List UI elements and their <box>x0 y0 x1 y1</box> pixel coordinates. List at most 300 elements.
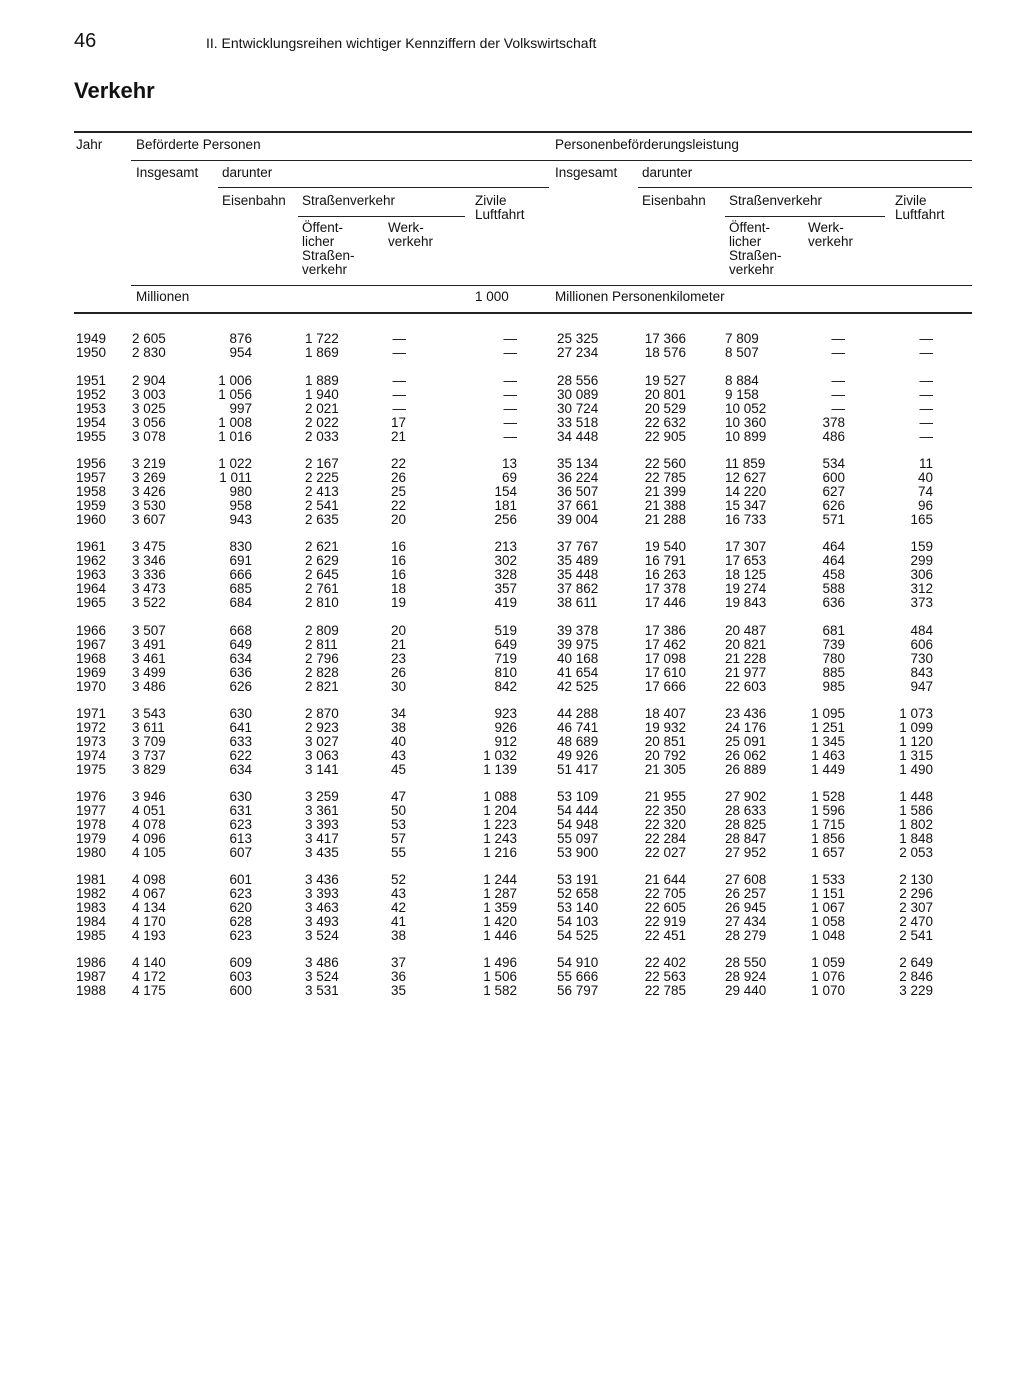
cell-befoerderte-oeffentlich: 2 022 <box>305 414 339 430</box>
cell-befoerderte-werkverkehr: 19 <box>390 594 406 610</box>
cell-befoerderte-eisenbahn: 1 006 <box>218 373 252 388</box>
row-group <box>0 332 1024 360</box>
cell-befoerderte-werkverkehr: 43 <box>390 747 406 763</box>
cell-befoerderte-eisenbahn: 954 <box>229 344 252 360</box>
row-group <box>0 707 1024 776</box>
cell-pkm-insgesamt: 53 109 <box>557 789 599 804</box>
cell-befoerderte-oeffentlich: 3 063 <box>305 747 339 763</box>
cell-pkm-luftfahrt: 2 296 <box>899 885 933 901</box>
cell-pkm-eisenbahn: 22 320 <box>644 816 686 832</box>
cell-pkm-eisenbahn: 22 605 <box>644 899 686 915</box>
table-row <box>0 901 1024 915</box>
cell-befoerderte-insgesamt: 2 605 <box>132 331 166 346</box>
table-row <box>0 499 1024 513</box>
table-row <box>0 638 1024 652</box>
cell-befoerderte-oeffentlich: 2 021 <box>305 400 339 416</box>
row-group <box>0 457 1024 526</box>
cell-pkm-insgesamt: 48 689 <box>557 733 599 749</box>
cell-pkm-eisenbahn: 19 527 <box>644 373 686 388</box>
cell-pkm-insgesamt: 38 611 <box>557 594 598 610</box>
cell-pkm-eisenbahn: 18 407 <box>644 706 686 721</box>
table-row <box>0 763 1024 777</box>
cell-jahr: 1964 <box>76 580 107 596</box>
cell-pkm-werkverkehr: 486 <box>822 428 845 444</box>
cell-pkm-insgesamt: 44 288 <box>557 706 599 721</box>
row-group <box>0 540 1024 609</box>
row-group <box>0 873 1024 942</box>
cell-befoerderte-werkverkehr: 35 <box>390 982 406 998</box>
table-row <box>0 485 1024 499</box>
table-row <box>0 818 1024 832</box>
cell-befoerderte-eisenbahn: 623 <box>229 885 252 901</box>
cell-befoerderte-insgesamt: 3 475 <box>132 539 166 554</box>
cell-befoerderte-insgesamt: 3 336 <box>132 566 166 582</box>
cell-befoerderte-luftfahrt: 1 506 <box>483 968 517 984</box>
cell-befoerderte-werkverkehr: — <box>392 373 406 388</box>
cell-befoerderte-insgesamt: 4 140 <box>132 955 166 970</box>
cell-befoerderte-insgesamt: 3 507 <box>132 623 166 638</box>
cell-pkm-oeffentlich: 28 633 <box>725 802 767 818</box>
cell-pkm-oeffentlich: 26 062 <box>725 747 767 763</box>
table-row <box>0 540 1024 554</box>
cell-pkm-werkverkehr: 1 251 <box>811 719 845 735</box>
header-strassenverkehr-persons: Straßenverkehr <box>302 193 396 208</box>
cell-befoerderte-oeffentlich: 1 722 <box>305 331 339 346</box>
cell-befoerderte-luftfahrt: 1 223 <box>483 816 517 832</box>
cell-befoerderte-insgesamt: 3 346 <box>132 552 166 568</box>
cell-jahr: 1976 <box>76 789 107 804</box>
table-row <box>0 804 1024 818</box>
cell-befoerderte-oeffentlich: 2 621 <box>305 539 339 554</box>
cell-befoerderte-luftfahrt: 328 <box>494 566 517 582</box>
cell-pkm-insgesamt: 54 948 <box>557 816 599 832</box>
table-row <box>0 929 1024 943</box>
cell-pkm-eisenbahn: 22 560 <box>644 456 686 471</box>
cell-befoerderte-oeffentlich: 2 811 <box>305 636 338 652</box>
cell-pkm-luftfahrt: 606 <box>910 636 933 652</box>
cell-befoerderte-werkverkehr: 57 <box>390 830 406 846</box>
cell-befoerderte-insgesamt: 4 170 <box>132 913 166 929</box>
cell-befoerderte-werkverkehr: 16 <box>390 552 406 568</box>
cell-jahr: 1973 <box>76 733 107 749</box>
cell-befoerderte-insgesamt: 3 607 <box>132 511 166 527</box>
cell-pkm-oeffentlich: 15 347 <box>725 497 767 513</box>
cell-pkm-werkverkehr: 1 596 <box>811 802 845 818</box>
table-row <box>0 332 1024 346</box>
table-row <box>0 596 1024 610</box>
cell-befoerderte-insgesamt: 3 461 <box>132 650 166 666</box>
cell-befoerderte-werkverkehr: 16 <box>390 539 406 554</box>
table-row <box>0 582 1024 596</box>
cell-jahr: 1958 <box>76 483 107 499</box>
cell-pkm-insgesamt: 39 004 <box>557 511 599 527</box>
cell-jahr: 1968 <box>76 650 107 666</box>
cell-pkm-oeffentlich: 18 125 <box>725 566 767 582</box>
cell-jahr: 1966 <box>76 623 107 638</box>
cell-befoerderte-werkverkehr: 50 <box>390 802 406 818</box>
cell-pkm-werkverkehr: 1 528 <box>811 789 845 804</box>
cell-jahr: 1967 <box>76 636 107 652</box>
cell-pkm-oeffentlich: 27 902 <box>725 789 767 804</box>
cell-befoerderte-oeffentlich: 2 635 <box>305 511 339 527</box>
table-row <box>0 346 1024 360</box>
cell-befoerderte-oeffentlich: 3 417 <box>305 830 339 846</box>
cell-pkm-insgesamt: 37 862 <box>557 580 599 596</box>
cell-pkm-eisenbahn: 17 378 <box>644 580 686 596</box>
cell-pkm-eisenbahn: 21 288 <box>644 511 686 527</box>
cell-befoerderte-werkverkehr: 45 <box>390 761 406 777</box>
cell-pkm-eisenbahn: 16 791 <box>644 552 686 568</box>
cell-befoerderte-oeffentlich: 3 361 <box>305 802 339 818</box>
header-strassenverkehr-pkm: Straßenverkehr <box>729 193 823 208</box>
cell-befoerderte-luftfahrt: 357 <box>494 580 517 596</box>
cell-pkm-werkverkehr: 1 059 <box>811 955 845 970</box>
cell-jahr: 1978 <box>76 816 107 832</box>
cell-jahr: 1981 <box>76 872 107 887</box>
cell-pkm-luftfahrt: 2 130 <box>899 872 933 887</box>
cell-pkm-eisenbahn: 19 540 <box>644 539 686 554</box>
cell-pkm-luftfahrt: 312 <box>910 580 933 596</box>
header-jahr: Jahr <box>76 137 103 152</box>
cell-befoerderte-insgesamt: 4 134 <box>132 899 166 915</box>
cell-pkm-luftfahrt: 1 802 <box>899 816 933 832</box>
cell-jahr: 1950 <box>76 344 107 360</box>
cell-befoerderte-oeffentlich: 1 940 <box>305 386 339 402</box>
cell-befoerderte-eisenbahn: 630 <box>229 789 252 804</box>
cell-befoerderte-werkverkehr: 34 <box>390 706 406 721</box>
cell-befoerderte-eisenbahn: 666 <box>229 566 252 582</box>
cell-befoerderte-eisenbahn: 603 <box>229 968 252 984</box>
table-row <box>0 873 1024 887</box>
cell-jahr: 1970 <box>76 678 107 694</box>
cell-befoerderte-eisenbahn: 601 <box>229 872 252 887</box>
cell-befoerderte-luftfahrt: — <box>503 400 517 416</box>
cell-jahr: 1971 <box>76 706 107 721</box>
cell-pkm-luftfahrt: 1 490 <box>899 761 933 777</box>
cell-jahr: 1974 <box>76 747 107 763</box>
cell-befoerderte-insgesamt: 2 904 <box>132 373 166 388</box>
cell-pkm-insgesamt: 36 507 <box>557 483 599 499</box>
cell-befoerderte-oeffentlich: 3 463 <box>305 899 339 915</box>
cell-jahr: 1954 <box>76 414 107 430</box>
cell-pkm-luftfahrt: 96 <box>917 497 933 513</box>
cell-pkm-oeffentlich: 22 603 <box>725 678 767 694</box>
cell-befoerderte-insgesamt: 3 946 <box>132 789 166 804</box>
cell-jahr: 1960 <box>76 511 107 527</box>
cell-pkm-insgesamt: 35 448 <box>557 566 599 582</box>
cell-pkm-insgesamt: 46 741 <box>557 719 599 735</box>
cell-befoerderte-eisenbahn: 943 <box>229 511 252 527</box>
cell-befoerderte-werkverkehr: 26 <box>390 469 406 485</box>
cell-befoerderte-werkverkehr: — <box>392 331 406 346</box>
cell-jahr: 1951 <box>76 373 107 388</box>
cell-befoerderte-insgesamt: 4 193 <box>132 927 166 943</box>
cell-pkm-insgesamt: 53 140 <box>557 899 599 915</box>
table-row <box>0 374 1024 388</box>
cell-befoerderte-insgesamt: 4 172 <box>132 968 166 984</box>
cell-befoerderte-oeffentlich: 2 629 <box>305 552 339 568</box>
cell-pkm-luftfahrt: — <box>919 386 933 402</box>
cell-pkm-luftfahrt: 2 307 <box>899 899 933 915</box>
cell-pkm-insgesamt: 55 097 <box>557 830 599 846</box>
cell-pkm-eisenbahn: 17 666 <box>644 678 686 694</box>
cell-pkm-werkverkehr: 626 <box>822 497 845 513</box>
cell-befoerderte-werkverkehr: — <box>392 344 406 360</box>
cell-pkm-oeffentlich: 19 274 <box>725 580 767 596</box>
cell-pkm-oeffentlich: 21 977 <box>725 664 767 680</box>
cell-pkm-insgesamt: 36 224 <box>557 469 599 485</box>
cell-befoerderte-werkverkehr: 25 <box>390 483 406 499</box>
cell-pkm-werkverkehr: — <box>831 373 845 388</box>
header-zivile-luftfahrt-pkm: Zivile Luftfahrt <box>895 193 945 222</box>
row-group <box>0 624 1024 693</box>
cell-pkm-oeffentlich: 8 884 <box>725 373 759 388</box>
header-insgesamt-persons: Insgesamt <box>136 165 199 180</box>
cell-pkm-eisenbahn: 17 386 <box>644 623 686 638</box>
cell-befoerderte-insgesamt: 4 096 <box>132 830 166 846</box>
cell-befoerderte-luftfahrt: 926 <box>494 719 517 735</box>
cell-pkm-insgesamt: 42 525 <box>557 678 599 694</box>
cell-pkm-oeffentlich: 27 608 <box>725 872 767 887</box>
cell-befoerderte-luftfahrt: 1 446 <box>483 927 517 943</box>
table-row <box>0 513 1024 527</box>
cell-befoerderte-insgesamt: 2 830 <box>132 344 166 360</box>
cell-pkm-insgesamt: 41 654 <box>557 664 599 680</box>
cell-pkm-werkverkehr: 627 <box>822 483 845 499</box>
cell-befoerderte-eisenbahn: 668 <box>229 623 252 638</box>
cell-befoerderte-werkverkehr: 47 <box>390 789 406 804</box>
cell-befoerderte-luftfahrt: 256 <box>494 511 517 527</box>
cell-befoerderte-eisenbahn: 633 <box>229 733 252 749</box>
cell-pkm-oeffentlich: 17 307 <box>725 539 767 554</box>
cell-befoerderte-insgesamt: 3 543 <box>132 706 166 721</box>
header-rule-4 <box>131 285 972 286</box>
cell-befoerderte-insgesamt: 3 530 <box>132 497 166 513</box>
cell-befoerderte-luftfahrt: 69 <box>501 469 517 485</box>
cell-jahr: 1987 <box>76 968 107 984</box>
cell-befoerderte-insgesamt: 3 003 <box>132 386 166 402</box>
cell-befoerderte-insgesamt: 3 499 <box>132 664 166 680</box>
cell-befoerderte-luftfahrt: — <box>503 331 517 346</box>
cell-befoerderte-luftfahrt: 810 <box>494 664 517 680</box>
cell-befoerderte-werkverkehr: 30 <box>390 678 406 694</box>
table-row <box>0 984 1024 998</box>
cell-pkm-insgesamt: 39 975 <box>557 636 599 652</box>
cell-befoerderte-oeffentlich: 3 141 <box>305 761 339 777</box>
cell-pkm-werkverkehr: 464 <box>822 539 845 554</box>
cell-befoerderte-insgesamt: 4 051 <box>132 802 166 818</box>
cell-pkm-eisenbahn: 22 350 <box>644 802 686 818</box>
cell-befoerderte-insgesamt: 3 522 <box>132 594 166 610</box>
cell-pkm-insgesamt: 30 089 <box>557 386 599 402</box>
cell-befoerderte-werkverkehr: 43 <box>390 885 406 901</box>
cell-befoerderte-oeffentlich: 2 541 <box>305 497 339 513</box>
cell-pkm-oeffentlich: 26 889 <box>725 761 767 777</box>
cell-befoerderte-eisenbahn: 623 <box>229 927 252 943</box>
cell-pkm-oeffentlich: 24 176 <box>725 719 767 735</box>
cell-befoerderte-eisenbahn: 634 <box>229 650 252 666</box>
header-darunter-persons: darunter <box>222 165 273 180</box>
cell-pkm-eisenbahn: 20 851 <box>644 733 686 749</box>
table-row <box>0 915 1024 929</box>
cell-pkm-werkverkehr: — <box>831 386 845 402</box>
cell-befoerderte-insgesamt: 3 269 <box>132 469 166 485</box>
cell-befoerderte-eisenbahn: 1 022 <box>218 456 252 471</box>
table-top-rule <box>74 131 972 133</box>
cell-befoerderte-luftfahrt: 213 <box>494 539 517 554</box>
cell-jahr: 1961 <box>76 539 107 554</box>
cell-pkm-eisenbahn: 22 563 <box>644 968 686 984</box>
table-row <box>0 721 1024 735</box>
cell-befoerderte-luftfahrt: 1 244 <box>483 872 517 887</box>
table-row <box>0 624 1024 638</box>
cell-befoerderte-oeffentlich: 2 870 <box>305 706 339 721</box>
cell-jahr: 1965 <box>76 594 107 610</box>
cell-pkm-luftfahrt: 40 <box>917 469 933 485</box>
table-row <box>0 846 1024 860</box>
cell-pkm-insgesamt: 54 444 <box>557 802 599 818</box>
cell-pkm-werkverkehr: 1 067 <box>811 899 845 915</box>
cell-befoerderte-eisenbahn: 685 <box>229 580 252 596</box>
cell-pkm-eisenbahn: 20 529 <box>644 400 686 416</box>
cell-befoerderte-insgesamt: 3 056 <box>132 414 166 430</box>
table-row <box>0 749 1024 763</box>
cell-befoerderte-luftfahrt: 1 582 <box>483 982 517 998</box>
cell-pkm-eisenbahn: 21 955 <box>644 789 686 804</box>
cell-pkm-werkverkehr: 464 <box>822 552 845 568</box>
cell-jahr: 1955 <box>76 428 107 444</box>
cell-pkm-luftfahrt: 1 448 <box>899 789 933 804</box>
cell-pkm-werkverkehr: 1 151 <box>811 885 845 901</box>
cell-befoerderte-luftfahrt: 719 <box>494 650 517 666</box>
cell-befoerderte-insgesamt: 4 098 <box>132 872 166 887</box>
cell-pkm-eisenbahn: 17 462 <box>644 636 686 652</box>
cell-pkm-werkverkehr: 458 <box>822 566 845 582</box>
cell-befoerderte-luftfahrt: 419 <box>494 594 517 610</box>
cell-befoerderte-oeffentlich: 2 033 <box>305 428 339 444</box>
header-rule-3-right <box>725 216 885 217</box>
cell-jahr: 1957 <box>76 469 107 485</box>
header-personenbefoerderungsleistung: Personenbeförderungsleistung <box>555 137 739 152</box>
table-row <box>0 471 1024 485</box>
cell-jahr: 1985 <box>76 927 107 943</box>
cell-pkm-luftfahrt: 165 <box>910 511 933 527</box>
cell-pkm-oeffentlich: 28 924 <box>725 968 767 984</box>
table-row <box>0 388 1024 402</box>
cell-befoerderte-luftfahrt: 1 216 <box>483 844 517 860</box>
cell-befoerderte-werkverkehr: 20 <box>390 623 406 638</box>
row-group <box>0 790 1024 859</box>
table-row <box>0 666 1024 680</box>
cell-pkm-werkverkehr: 1 657 <box>811 844 845 860</box>
cell-befoerderte-insgesamt: 4 078 <box>132 816 166 832</box>
cell-pkm-insgesamt: 54 910 <box>557 955 599 970</box>
cell-pkm-eisenbahn: 20 792 <box>644 747 686 763</box>
cell-pkm-eisenbahn: 22 027 <box>644 844 686 860</box>
cell-pkm-luftfahrt: 2 053 <box>899 844 933 860</box>
cell-pkm-werkverkehr: 1 076 <box>811 968 845 984</box>
cell-befoerderte-werkverkehr: 23 <box>390 650 406 666</box>
cell-pkm-oeffentlich: 14 220 <box>725 483 767 499</box>
cell-befoerderte-eisenbahn: 613 <box>229 830 252 846</box>
cell-befoerderte-oeffentlich: 3 493 <box>305 913 339 929</box>
cell-pkm-werkverkehr: 378 <box>822 414 845 430</box>
cell-befoerderte-luftfahrt: 912 <box>494 733 517 749</box>
cell-pkm-eisenbahn: 19 932 <box>644 719 686 735</box>
cell-befoerderte-luftfahrt: 13 <box>501 456 517 471</box>
cell-pkm-werkverkehr: — <box>831 344 845 360</box>
cell-pkm-insgesamt: 35 489 <box>557 552 599 568</box>
cell-pkm-oeffentlich: 7 809 <box>725 331 759 346</box>
cell-befoerderte-oeffentlich: 2 761 <box>305 580 339 596</box>
cell-pkm-insgesamt: 54 103 <box>557 913 599 929</box>
cell-pkm-werkverkehr: — <box>831 331 845 346</box>
cell-pkm-werkverkehr: 1 048 <box>811 927 845 943</box>
cell-pkm-luftfahrt: — <box>919 344 933 360</box>
cell-pkm-werkverkehr: 780 <box>822 650 845 666</box>
cell-pkm-werkverkehr: 1 345 <box>811 733 845 749</box>
cell-befoerderte-oeffentlich: 2 828 <box>305 664 339 680</box>
cell-pkm-oeffentlich: 16 733 <box>725 511 767 527</box>
cell-pkm-oeffentlich: 11 859 <box>725 456 766 471</box>
cell-pkm-oeffentlich: 9 158 <box>725 386 759 402</box>
table-row <box>0 735 1024 749</box>
cell-pkm-luftfahrt: 484 <box>910 623 933 638</box>
cell-befoerderte-eisenbahn: 623 <box>229 816 252 832</box>
cell-pkm-eisenbahn: 16 263 <box>644 566 686 582</box>
cell-befoerderte-luftfahrt: 923 <box>494 706 517 721</box>
cell-pkm-eisenbahn: 22 632 <box>644 414 686 430</box>
cell-pkm-luftfahrt: 1 586 <box>899 802 933 818</box>
cell-pkm-insgesamt: 53 191 <box>557 872 599 887</box>
cell-pkm-luftfahrt: 159 <box>910 539 933 554</box>
cell-jahr: 1952 <box>76 386 107 402</box>
cell-jahr: 1949 <box>76 331 107 346</box>
header-rule-2-left <box>218 187 549 188</box>
cell-befoerderte-eisenbahn: 980 <box>229 483 252 499</box>
cell-jahr: 1963 <box>76 566 107 582</box>
cell-jahr: 1956 <box>76 456 107 471</box>
header-eisenbahn-persons: Eisenbahn <box>222 193 286 208</box>
cell-pkm-eisenbahn: 22 785 <box>644 469 686 485</box>
cell-pkm-oeffentlich: 28 825 <box>725 816 767 832</box>
cell-befoerderte-werkverkehr: 40 <box>390 733 406 749</box>
cell-befoerderte-luftfahrt: 1 204 <box>483 802 517 818</box>
cell-pkm-luftfahrt: 299 <box>910 552 933 568</box>
cell-befoerderte-eisenbahn: 958 <box>229 497 252 513</box>
cell-befoerderte-eisenbahn: 1 016 <box>218 428 252 444</box>
cell-befoerderte-insgesamt: 4 175 <box>132 982 166 998</box>
cell-befoerderte-luftfahrt: 1 287 <box>483 885 517 901</box>
cell-befoerderte-eisenbahn: 628 <box>229 913 252 929</box>
cell-befoerderte-werkverkehr: 53 <box>390 816 406 832</box>
cell-pkm-luftfahrt: 306 <box>910 566 933 582</box>
cell-befoerderte-oeffentlich: 3 531 <box>305 982 339 998</box>
cell-jahr: 1980 <box>76 844 107 860</box>
cell-befoerderte-eisenbahn: 600 <box>229 982 252 998</box>
cell-befoerderte-luftfahrt: 1 139 <box>483 761 517 777</box>
cell-pkm-oeffentlich: 28 550 <box>725 955 767 970</box>
cell-pkm-insgesamt: 28 556 <box>557 373 599 388</box>
cell-pkm-luftfahrt: 1 073 <box>899 706 933 721</box>
cell-jahr: 1988 <box>76 982 107 998</box>
cell-pkm-insgesamt: 25 325 <box>557 331 599 346</box>
cell-befoerderte-oeffentlich: 3 393 <box>305 816 339 832</box>
cell-pkm-insgesamt: 30 724 <box>557 400 599 416</box>
cell-befoerderte-werkverkehr: 17 <box>390 414 406 430</box>
cell-pkm-insgesamt: 37 661 <box>557 497 599 513</box>
table-row <box>0 568 1024 582</box>
